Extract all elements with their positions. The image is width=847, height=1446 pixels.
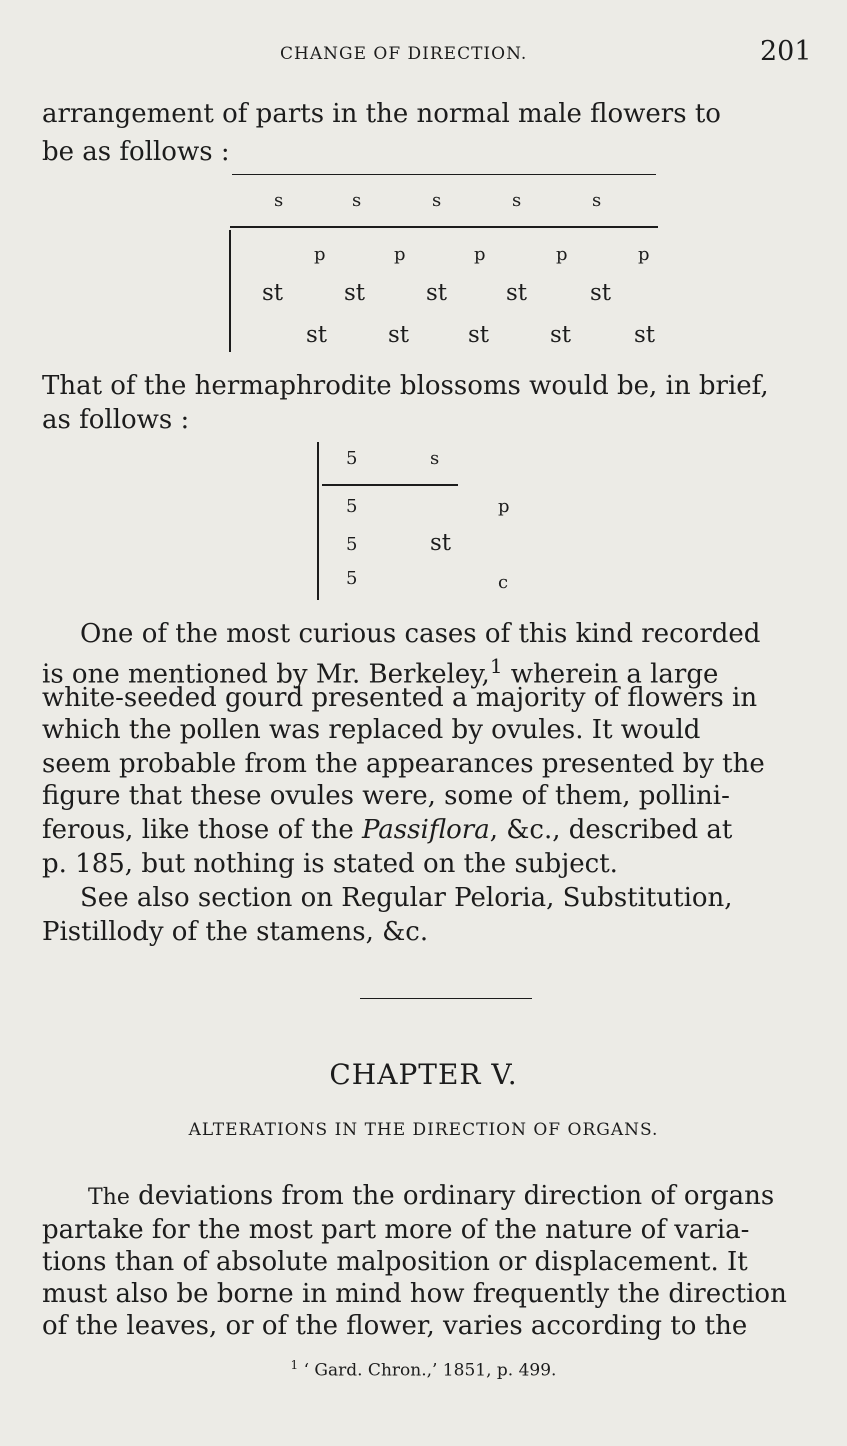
- sepal-5: s: [592, 190, 602, 211]
- petal-1: p: [314, 244, 326, 265]
- stamen-outer-2: st: [344, 280, 366, 306]
- para1-line-8: p. 185, but nothing is stated on the subject.: [42, 849, 618, 879]
- herma-row4-count: 5: [346, 568, 358, 589]
- sepal-2: s: [352, 190, 362, 211]
- footnote-text: ‘ Gard. Chron.,’ 1851, p. 499.: [298, 1360, 557, 1381]
- stamen-inner-4: st: [550, 322, 572, 348]
- para1-line-6: figure that these ovules were, some of them, pollini-: [42, 781, 730, 811]
- italic-passiflora: Passiflora: [361, 815, 490, 845]
- para1-line-5: seem probable from the appearances presented by the: [42, 749, 765, 779]
- stamen-inner-1: st: [306, 322, 328, 348]
- footnote: [0, 1358, 847, 1381]
- herma-row4-organ: c: [498, 572, 509, 593]
- stamen-inner-3: st: [468, 322, 490, 348]
- petal-5: p: [638, 244, 650, 265]
- petal-3: p: [474, 244, 486, 265]
- intro-line-2: be as follows :: [42, 137, 230, 167]
- stamen-outer-4: st: [506, 280, 528, 306]
- herma-intro-line-2: as follows :: [42, 405, 190, 435]
- page-number: 201: [760, 36, 812, 67]
- sepal-4: s: [512, 190, 522, 211]
- herma-row2-count: 5: [346, 496, 358, 517]
- herma-vertical-rule: [317, 442, 319, 600]
- para1-line-7: ferous, like those of the Passiflora, &c., described at: [42, 815, 733, 845]
- stamen-inner-2: st: [388, 322, 410, 348]
- sepal-3: s: [432, 190, 442, 211]
- chapter-title: CHAPTER V.: [329, 1058, 518, 1091]
- para3-line-4: must also be borne in mind how frequently the direction: [42, 1279, 787, 1309]
- herma-row1-count: 5: [346, 448, 358, 469]
- diagram-top-rule: [232, 174, 656, 175]
- herma-intro-line-1: That of the hermaphrodite blossoms would be, in brief,: [42, 371, 769, 401]
- stamen-outer-3: st: [426, 280, 448, 306]
- herma-row3-organ: st: [430, 530, 452, 556]
- para3-line-1: The deviations from the ordinary direction of organs: [88, 1181, 775, 1211]
- para3-line-5: of the leaves, or of the flower, varies according to the: [42, 1311, 748, 1341]
- sepal-1: s: [274, 190, 284, 211]
- herma-row2-organ: p: [498, 496, 510, 517]
- para1-line-2: is one mentioned by Mr. Berkeley,$^1$ wherein a large: [42, 654, 719, 690]
- para2-line-1: See also section on Regular Peloria, Substitution,: [80, 883, 733, 913]
- dropcap-word: The: [88, 1185, 130, 1210]
- section-divider: [360, 998, 532, 999]
- footnote-number: 1: [290, 1358, 299, 1372]
- para1-line-4: which the pollen was replaced by ovules. It would: [42, 715, 701, 745]
- footnote-mark: 1: [489, 654, 503, 678]
- petal-2: p: [394, 244, 406, 265]
- petal-4: p: [556, 244, 568, 265]
- intro-line-1: arrangement of parts in the normal male flowers to: [42, 99, 721, 129]
- diagram-mid-rule: [230, 226, 658, 228]
- stamen-outer-5: st: [590, 280, 612, 306]
- chapter-subtitle: ALTERATIONS IN THE DIRECTION OF ORGANS.: [188, 1120, 659, 1140]
- stamen-outer-1: st: [262, 280, 284, 306]
- herma-rule: [322, 484, 458, 486]
- diagram-vertical-rule: [229, 230, 231, 352]
- para1-line-1: One of the most curious cases of this kind recorded: [80, 619, 761, 649]
- para3-line-2: partake for the most part more of the nature of varia-: [42, 1215, 750, 1245]
- para3-line-3: tions than of absolute malposition or displacement. It: [42, 1247, 748, 1277]
- herma-row3-count: 5: [346, 534, 358, 555]
- para1-line-3: white-seeded gourd presented a majority of flowers in: [42, 683, 758, 713]
- herma-row1-organ: s: [430, 448, 440, 469]
- stamen-inner-5: st: [634, 322, 656, 348]
- para2-line-2: Pistillody of the stamens, &c.: [42, 917, 429, 947]
- running-head: CHANGE OF DIRECTION.: [280, 44, 528, 64]
